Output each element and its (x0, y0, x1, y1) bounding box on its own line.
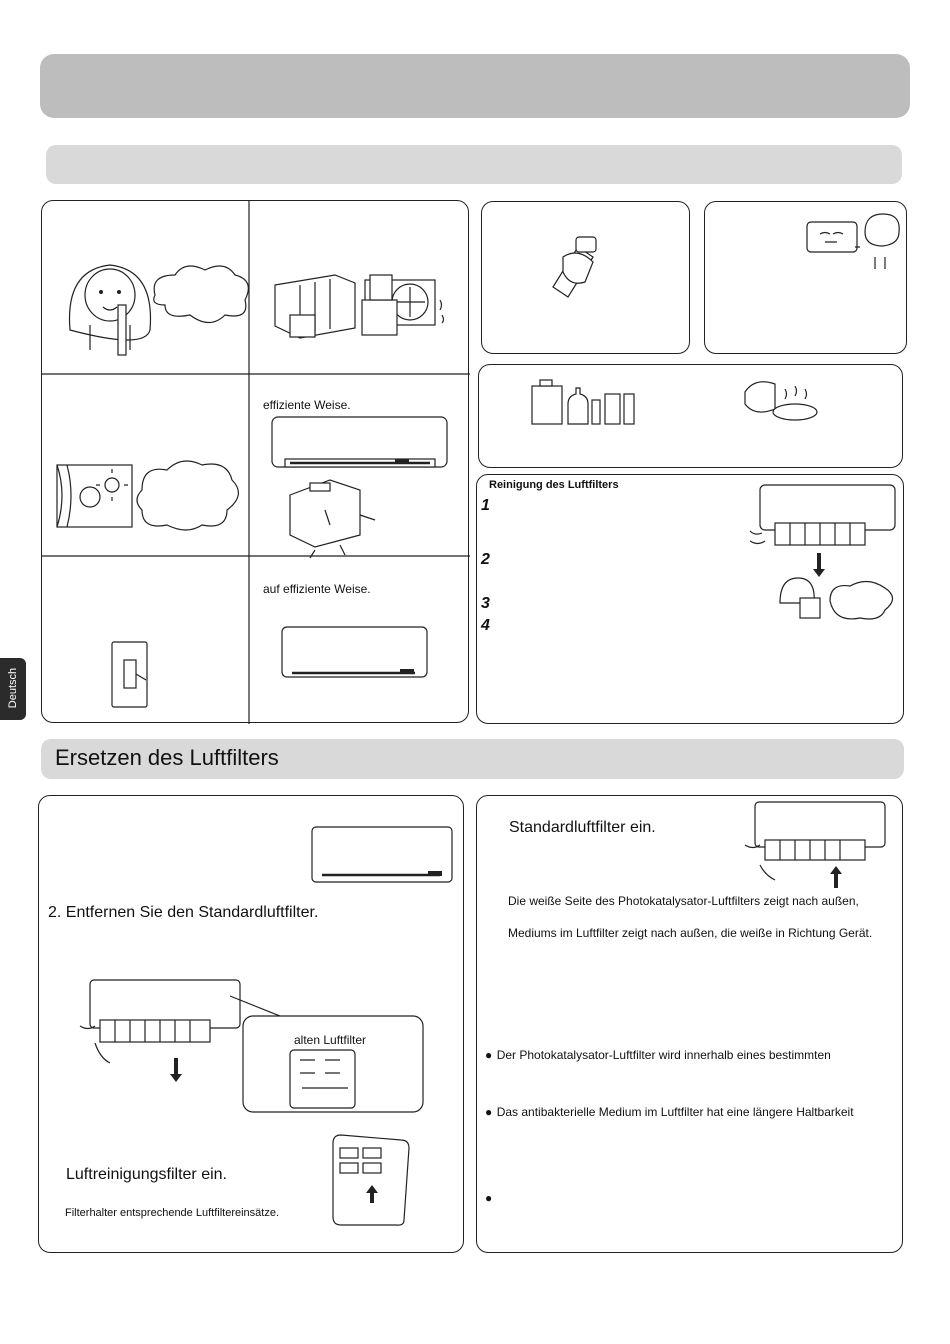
cloth-hand-illustration (548, 232, 608, 297)
subheader-bar (46, 145, 902, 184)
girl-remote-illustration (60, 250, 240, 360)
step-number: 1 (481, 497, 490, 514)
holder-note: Filterhalter entsprechende Luftfiltereinsätze. (65, 1207, 280, 1219)
medium-note: Mediums im Luftfilter zeigt nach außen, die weiße in Richtung Gerät. (508, 926, 873, 940)
filter-insert-illustration (740, 800, 890, 895)
page-header-bar (40, 54, 910, 118)
bullet-text: Der Photokatalysator-Luftfilter wird innerhalb eines bestimmten (496, 1048, 831, 1062)
cell-text-efficient-1: effiziente Weise. (263, 398, 351, 412)
insert-purifier-text: Luftreinigungsfilter ein. (66, 1166, 227, 1183)
indoor-unit-illustration (310, 825, 455, 885)
indoor-unit-robot-illustration (270, 415, 450, 555)
callout-label-old-filter: alten Luftfilter (294, 1033, 367, 1047)
detergent-bottles-illustration (530, 378, 640, 426)
girl-cleaning-unit-illustration (805, 212, 905, 272)
insert-standard-text: Standardluftfilter ein. (509, 819, 656, 836)
section-title: Ersetzen des Luftfilters (55, 745, 279, 770)
bullet-item: ● (485, 1191, 493, 1205)
cell-text-efficient-2: auf effiziente Weise. (263, 582, 371, 596)
step2-heading: 2. Entfernen Sie den Standardluftfilter. (48, 904, 319, 921)
language-tab-label: Deutsch (7, 667, 19, 709)
language-tab[interactable] (0, 658, 26, 720)
window-sun-illustration (52, 455, 247, 535)
breaker-switch-illustration (110, 640, 155, 710)
bullet-text: Das antibakterielle Medium im Luftfilter hat eine längere Haltbarkeit (496, 1105, 854, 1119)
bullet-item: ● Das antibakterielle Medium im Luftfilter hat eine längere Haltbarkeit (485, 1105, 854, 1119)
bullet-item: ● Der Photokatalysator-Luftfilter wird innerhalb eines bestimmten (485, 1048, 831, 1062)
step-number: 3 (481, 595, 490, 612)
filter-removal-callout-illustration (70, 978, 430, 1118)
filter-removal-illustration (745, 483, 900, 628)
white-side-note: Die weiße Seite des Photokatalysator-Luftfilters zeigt nach außen, (508, 894, 859, 908)
filter-cleaning-title: Reinigung des Luftfilters (489, 479, 619, 491)
obstacles-illustration (270, 270, 450, 345)
hot-water-basin-illustration (740, 374, 820, 424)
filter-holder-insert-illustration (328, 1133, 413, 1225)
step-number: 2 (481, 551, 490, 568)
step-number: 4 (481, 617, 490, 634)
indoor-unit-illustration (280, 625, 430, 685)
